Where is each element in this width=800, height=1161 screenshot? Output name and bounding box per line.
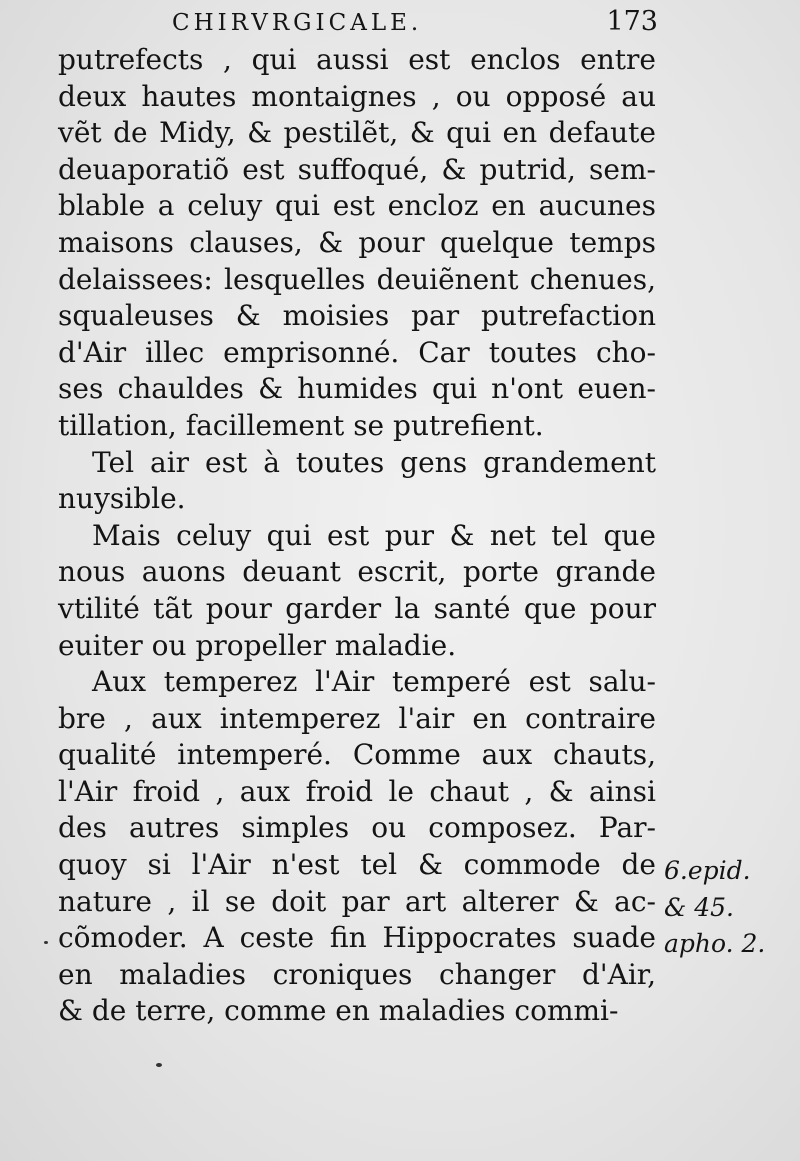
paragraph (58, 445, 656, 518)
ink-speck (156, 1063, 162, 1067)
text-line: qualité intemperé. Comme aux chauts, (58, 738, 656, 772)
margin-note-line: apho. 2. (664, 929, 766, 959)
running-head: CHIRVRGICALE. (172, 10, 423, 36)
text-line: maisons clauses, & pour quelque temps (58, 225, 656, 259)
text-line: putrefects , qui aussi est enclos entre (58, 43, 656, 76)
text-line: bre , aux intemperez l'air en contraire (58, 701, 656, 735)
text-line: d'Air illec emprisonné. Car toutes cho- (58, 335, 656, 369)
page-number: 173 (606, 6, 658, 37)
text-line: deuaporatiõ est suffoqué, & putrid, sem- (58, 152, 656, 186)
text-line: & de terre, comme en maladies commi- (58, 994, 619, 1028)
margin-note (664, 853, 794, 963)
margin-note-line: & 45. (664, 892, 734, 922)
text-line: vẽt de Midy, & pestilẽt, & qui en defaute (58, 116, 656, 150)
text-line: euiter ou propeller maladie. (58, 628, 457, 662)
text-line: nuysible. (58, 482, 186, 516)
text-line: Tel air est à toutes gens grandement (92, 445, 656, 479)
margin-note-line: 6.epid. (664, 856, 751, 885)
text-line: squaleuses & moisies par putrefaction (58, 299, 656, 333)
text-line: tillation, facillement se putrefient. (58, 408, 544, 442)
paragraph (58, 518, 656, 664)
text-line: ses chauldes & humides qui n'ont euen- (58, 372, 656, 406)
text-line: nature , il se doit par art alterer & ac- (58, 884, 656, 918)
page-header (172, 4, 658, 40)
text-line: en maladies croniques changer d'Air, (58, 957, 656, 991)
text-line: Aux temperez l'Air temperé est salu- (92, 665, 656, 699)
text-line: nous auons deuant escrit, porte grande (58, 555, 656, 589)
text-line: blable a celuy qui est encloz en aucunes (58, 189, 656, 223)
text-line: vtilité tãt pour garder la santé que pour (58, 591, 656, 625)
text-body (58, 42, 656, 1030)
text-line: quoy si l'Air n'est tel & commode de (58, 848, 656, 882)
text-line: Mais celuy qui est pur & net tel que (92, 518, 656, 552)
text-line: deux hautes montaignes , ou opposé au (58, 79, 656, 113)
text-line: cõmoder. A ceste fin Hippocrates suade (58, 921, 656, 955)
paragraph (58, 664, 656, 1030)
ink-speck (44, 941, 48, 944)
text-line: delaissees: lesquelles deuiẽnent chenues, (58, 262, 656, 296)
text-line: l'Air froid , aux froid le chaut , & ainsi (58, 774, 656, 808)
paragraph (58, 42, 656, 445)
text-line: des autres simples ou composez. Par- (58, 811, 656, 845)
